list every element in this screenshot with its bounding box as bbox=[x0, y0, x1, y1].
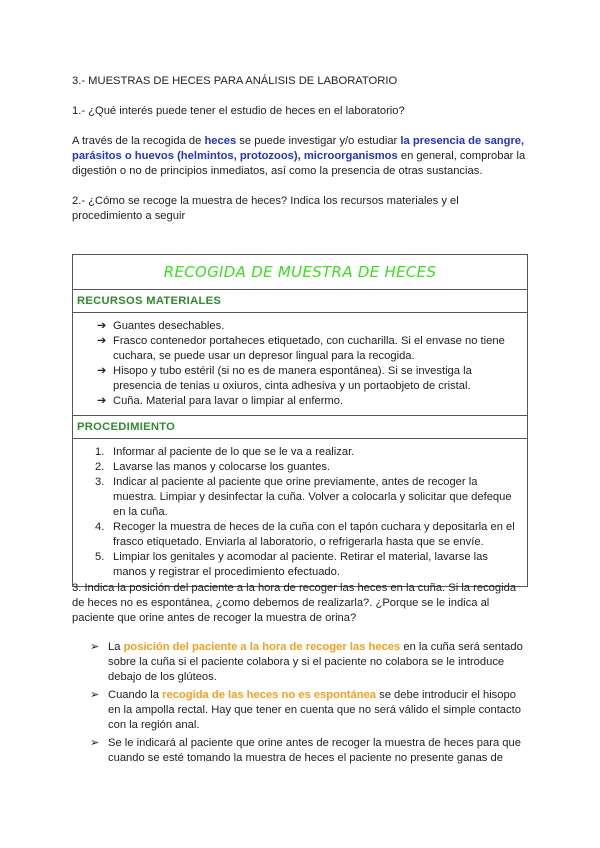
question-3: 3. Indica la posición del paciente a la hora de recoger las heces en la cuña. Si la recogida de heces no es espontánea, ¿como debemos de realizarla?. ¿Porque se le indica al paciente que orine antes de recoger la muestra de orina? bbox=[72, 582, 517, 624]
list-item: 4. Recoger la muestra de heces de la cuña con el tapón cuchara y depositarla en el frasco etiquetado. Enviarla al laboratorio, o refrigerarla hasta que se envíe. bbox=[95, 521, 515, 548]
list-item: ➔ Guantes desechables. bbox=[97, 320, 225, 332]
list-item: ➢ La posición del paciente a la hora de recoger las heces en la cuña será sentado sobre la cuña si el paciente colabora y si el paciente no colabora se le introduce debajo de los glúteos. bbox=[90, 641, 523, 683]
triangle-bullet-icon: ➢ bbox=[90, 737, 100, 749]
highlight-posicion: posición del paciente a la hora de recoger las heces bbox=[123, 641, 401, 653]
procedure-cell bbox=[73, 439, 528, 587]
triangle-bullet-icon: ➢ bbox=[90, 641, 100, 653]
materials-list bbox=[73, 319, 521, 409]
question-2: 2.- ¿Cómo se recoge la muestra de heces? Indica los recursos materiales y el procedimiento a seguir bbox=[72, 195, 459, 222]
triangle-bullet-icon: ➢ bbox=[90, 689, 100, 701]
list-item: 1. Informar al paciente de lo que se le va a realizar. bbox=[95, 446, 355, 458]
list-item: ➔ Hisopo y tubo estéril (si no es de manera espontánea). Si se investiga la presencia de tenias u oxiuros, cinta adhesiva y un portaobjeto de cristal. bbox=[97, 365, 472, 392]
procedure-list bbox=[73, 445, 521, 580]
list-item: 5. Limpiar los genitales y acomodar al paciente. Retirar el material, lavarse las manos y registrar el procedimiento efectuado. bbox=[95, 551, 488, 578]
collection-table bbox=[72, 254, 528, 587]
arrow-icon: ➔ bbox=[97, 320, 107, 332]
list-item: ➢ Cuando la recogida de las heces no es espontánea se debe introducir el hisopo en la ampolla rectal. Hay que tener en cuenta que no será válido el simple contacto con la región anal. bbox=[90, 689, 521, 731]
materials-heading: RECURSOS MATERIALES bbox=[73, 290, 528, 313]
answer-3-list bbox=[72, 640, 530, 769]
list-item: 2. Lavarse las manos y colocarse los guantes. bbox=[95, 461, 331, 473]
list-item: ➔ Frasco contenedor portaheces etiquetado, con cucharilla. Si el envase no tiene cuchara, se puede usar un depresor lingual para la recogida. bbox=[97, 335, 505, 362]
list-item: ➔ Cuña. Material para lavar o limpiar al enfermo. bbox=[97, 395, 344, 407]
table-title: RECOGIDA DE MUESTRA DE HECES bbox=[73, 255, 528, 290]
list-item: 3. Indicar al paciente al paciente que orine previamente, antes de recoger la muestra. Limpiar y desinfectar la cuña. Volver a colocarla y solicitar que defeque en la cuña. bbox=[95, 476, 512, 518]
highlight-recogida: recogida de las heces no es espontánea bbox=[162, 689, 377, 701]
arrow-icon: ➔ bbox=[97, 395, 107, 407]
arrow-icon: ➔ bbox=[97, 365, 107, 377]
arrow-icon: ➔ bbox=[97, 335, 107, 347]
list-item: ➢ Se le indicará al paciente que orine antes de recoger la muestra de heces para que cuando se esté tomando la muestra de heces el paciente no presente ganas de bbox=[90, 737, 521, 764]
section-title: 3.- MUESTRAS DE HECES PARA ANÁLISIS DE LABORATORIO bbox=[72, 75, 398, 87]
highlight-heces: heces bbox=[204, 135, 237, 147]
answer-1: A través de la recogida de heces se puede investigar y/o estudiar la presencia de sangre, parásitos o huevos (helmintos, protozoos), microorganismos en general, comprobar la digestión o no de principios inmediatos, así como la presencia de otras sustancias. bbox=[72, 135, 526, 177]
procedure-heading: PROCEDIMIENTO bbox=[73, 416, 528, 439]
highlight-presencia: la presencia de sangre, parásitos o huevos (helmintos, protozoos), microorganismos bbox=[72, 135, 525, 162]
question-1: 1.- ¿Qué interés puede tener el estudio de heces en el laboratorio? bbox=[72, 105, 405, 117]
materials-cell bbox=[73, 313, 528, 416]
